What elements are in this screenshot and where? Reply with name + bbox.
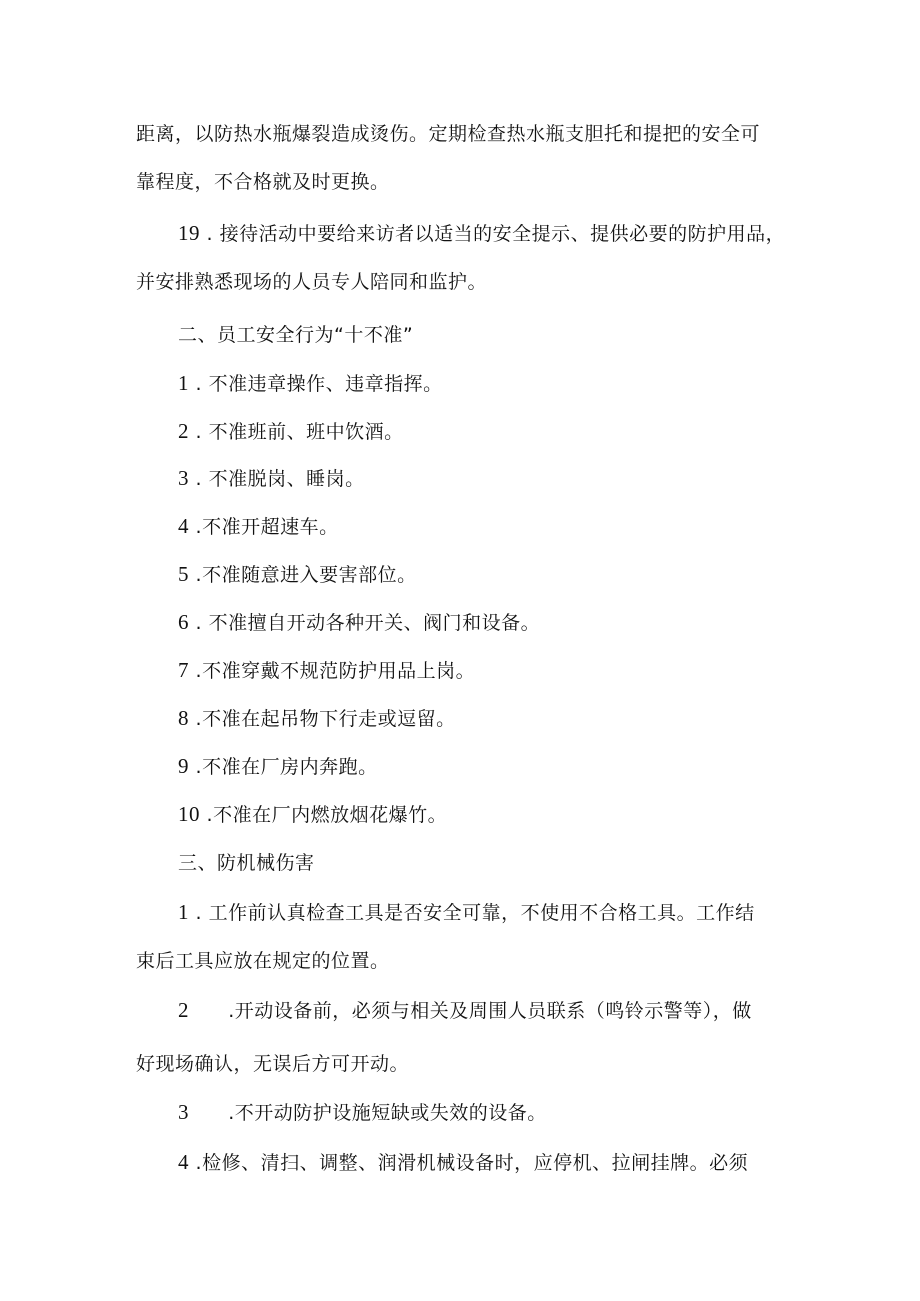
item-number: 5 <box>178 562 189 586</box>
paragraph-line <box>136 168 390 195</box>
item-number: 1 <box>178 371 189 395</box>
item-number: 10 <box>178 802 200 826</box>
line-text: 二、员工安全行为“十不准” <box>178 324 414 346</box>
line-text: 好现场确认，无误后方可开动。 <box>136 1053 410 1075</box>
line-text: . 不准擅自开动各种开关、阀门和设备。 <box>189 612 541 634</box>
list-item-3 <box>178 1099 547 1126</box>
line-text: 三、防机械伤害 <box>178 852 315 874</box>
line-text: .开动设备前，必须与相关及周围人员联系（鸣铃示警等），做 <box>189 1000 752 1022</box>
item-number: 7 <box>178 658 189 682</box>
list-item-19 <box>178 220 785 247</box>
section-heading <box>178 849 315 876</box>
list-item-5 <box>178 561 417 588</box>
item-number: 4 <box>178 514 189 538</box>
list-item-3 <box>178 465 365 492</box>
paragraph-line <box>136 1050 409 1077</box>
line-text: .不准在厂房内奔跑。 <box>189 756 378 778</box>
line-text: .不准在厂内燃放烟花爆竹。 <box>200 804 448 826</box>
list-item-4 <box>178 1149 748 1176</box>
list-item-6 <box>178 609 540 636</box>
item-number: 9 <box>178 754 189 778</box>
item-number: 19 <box>178 221 200 245</box>
line-text: .不准在起吊物下行走或逗留。 <box>189 708 456 730</box>
line-text: .不准随意进入要害部位。 <box>189 564 417 586</box>
item-number: 2 <box>178 998 189 1022</box>
item-number: 1 <box>178 900 189 924</box>
line-text: 束后工具应放在规定的位置。 <box>136 950 390 972</box>
item-number: 3 <box>178 1100 189 1124</box>
item-number: 8 <box>178 706 189 730</box>
line-text: . 接待活动中要给来访者以适当的安全提示、提供必要的防护用品， <box>200 223 786 245</box>
line-text: 并安排熟悉现场的人员专人陪同和监护。 <box>136 271 488 293</box>
list-item-10 <box>178 801 447 828</box>
line-text: 靠程度，不合格就及时更换。 <box>136 171 390 193</box>
list-item-1 <box>178 370 443 397</box>
line-text: . 不准违章操作、违章指挥。 <box>189 373 443 395</box>
item-number: 6 <box>178 610 189 634</box>
list-item-1 <box>178 899 755 926</box>
list-item-4 <box>178 513 339 540</box>
line-text: .不开动防护设施短缺或失效的设备。 <box>189 1102 547 1124</box>
list-item-7 <box>178 657 475 684</box>
line-text: 距离，以防热水瓶爆裂造成烫伤。定期检查热水瓶支胆托和提把的安全可 <box>136 123 761 145</box>
line-text: .不准穿戴不规范防护用品上岗。 <box>189 660 476 682</box>
section-heading <box>178 321 413 348</box>
line-text: . 工作前认真检查工具是否安全可靠，不使用不合格工具。工作结 <box>189 902 755 924</box>
item-number: 3 <box>178 466 189 490</box>
paragraph-line <box>136 947 390 974</box>
line-text: .检修、清扫、调整、润滑机械设备时，应停机、拉闸挂牌。必须 <box>189 1152 749 1174</box>
paragraph-line <box>136 268 487 295</box>
item-number: 4 <box>178 1150 189 1174</box>
line-text: .不准开超速车。 <box>189 516 339 538</box>
list-item-9 <box>178 753 378 780</box>
line-text: . 不准班前、班中饮酒。 <box>189 421 404 443</box>
list-item-8 <box>178 705 456 732</box>
paragraph-line <box>136 120 760 147</box>
line-text: . 不准脱岗、睡岗。 <box>189 468 365 490</box>
list-item-2 <box>178 997 752 1024</box>
list-item-2 <box>178 418 404 445</box>
item-number: 2 <box>178 419 189 443</box>
